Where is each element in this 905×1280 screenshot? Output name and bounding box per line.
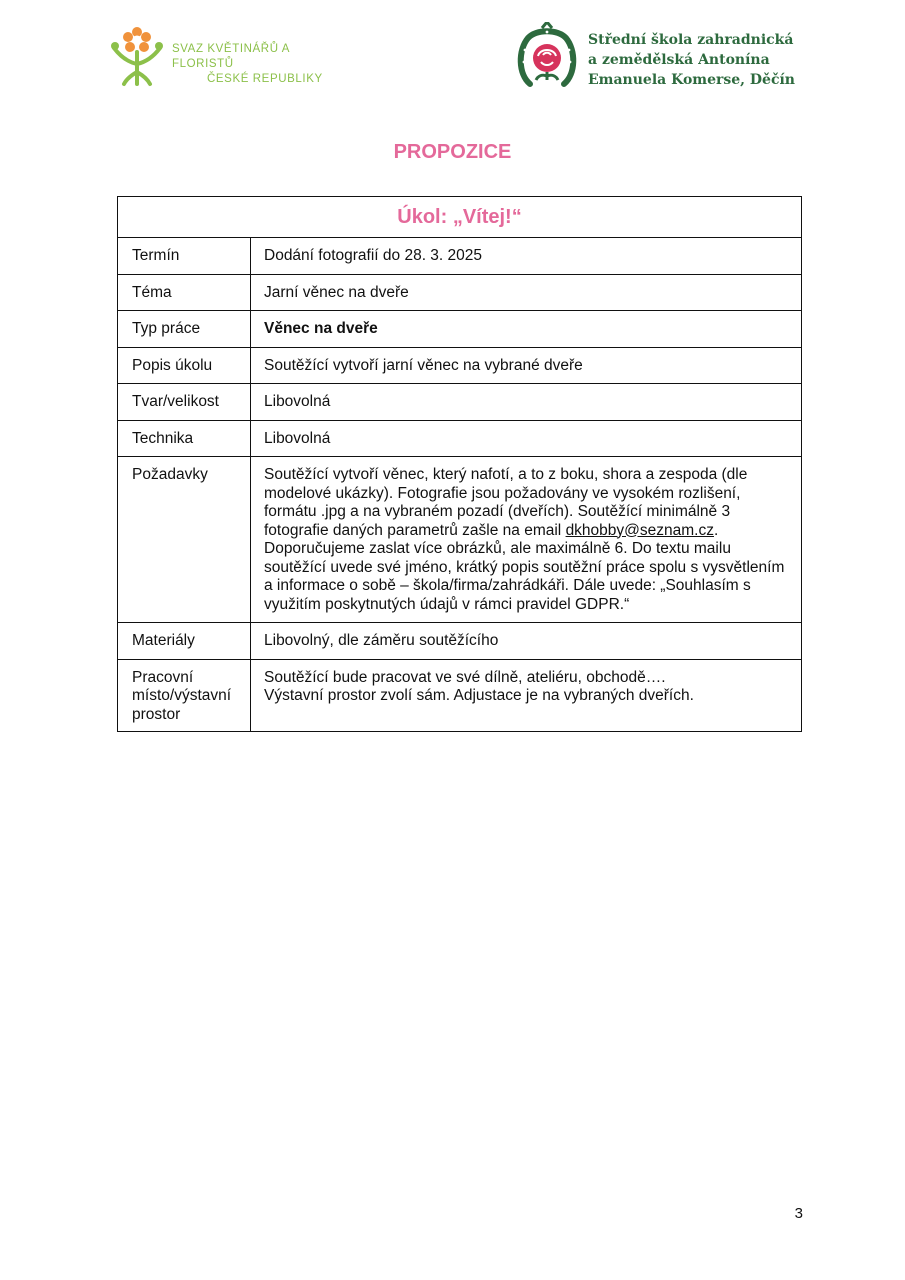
table-row <box>118 420 802 457</box>
row-label-materialy: Materiály <box>118 623 251 660</box>
page-number: 3 <box>794 1205 803 1222</box>
pozadavky-text-part1: Soutěžící vytvoří věnec, který nafotí, a to z boku, shora a zespoda (dle modelové ukázky). Fotografie jsou požadovány ve vysokém rozlišení, formátu .jpg a na vybraném pozadí (dveřích). Soutěžící minimálně 3 fotografie daných parametrů zašle na email <box>264 466 748 539</box>
row-value-typ-prace: Věnec na dveře <box>251 311 802 348</box>
propozice-table <box>117 196 802 732</box>
school-logo-text <box>588 30 795 90</box>
row-value-tema: Jarní věnec na dveře <box>251 274 802 311</box>
table-row <box>118 384 802 421</box>
row-label-typ-prace: Typ práce <box>118 311 251 348</box>
row-value-tvar-velikost: Libovolná <box>251 384 802 421</box>
row-value-termin: Dodání fotografií do 28. 3. 2025 <box>251 238 802 275</box>
row-label-tvar-velikost: Tvar/velikost <box>118 384 251 421</box>
task-heading: Úkol: „Vítej!“ <box>118 197 802 238</box>
table-row <box>118 623 802 660</box>
row-value-technika: Libovolná <box>251 420 802 457</box>
pracovni-misto-line1: Soutěžící bude pracovat ve své dílně, ateliéru, obchodě…. <box>264 668 666 686</box>
row-label-technika: Technika <box>118 420 251 457</box>
row-value-popis-ukolu: Soutěžící vytvoří jarní věnec na vybrané dveře <box>251 347 802 384</box>
svaz-logo-line2: ČESKÉ REPUBLIKY <box>207 73 323 85</box>
svaz-kvetinaru-logo <box>110 26 350 88</box>
table-header-row <box>118 197 802 238</box>
flower-figure-icon <box>110 26 166 88</box>
school-logo-line2: a zemědělská Antonína <box>588 52 770 68</box>
document-title: PROPOZICE <box>393 141 512 163</box>
table-row <box>118 457 802 623</box>
row-label-pozadavky: Požadavky <box>118 457 251 623</box>
row-value-pozadavky <box>251 457 802 623</box>
pozadavky-text-part2: . Doporučujeme zaslat více obrázků, ale maximálně 6. Do textu mailu soutěžící uvede své jméno, krátký popis soutěžní práce spolu s vysvětlením a informace o sobě – škola/firma/zahrádkáři. Dále uvede: „Souhlasím s využitím poskytnutých údajů v rámci pravidel GDPR.“ <box>264 521 785 613</box>
table-row <box>118 274 802 311</box>
row-value-materialy: Libovolný, dle záměru soutěžícího <box>251 623 802 660</box>
row-label-popis-ukolu: Popis úkolu <box>118 347 251 384</box>
svaz-logo-line1: SVAZ KVĚTINÁŘŮ A FLORISTŮ <box>172 43 290 70</box>
school-logo-line3: Emanuela Komerse, Děčín <box>588 72 795 88</box>
rose-horseshoe-icon <box>516 22 578 92</box>
row-value-pracovni-misto <box>251 659 802 732</box>
pracovni-misto-line2: Výstavní prostor zvolí sám. Adjustace je na vybraných dveřích. <box>264 687 694 704</box>
email-link[interactable]: dkhobby@seznam.cz <box>565 521 714 539</box>
svaz-logo-text <box>172 42 350 87</box>
table-row <box>118 238 802 275</box>
table-row <box>118 311 802 348</box>
row-label-pracovni-misto: Pracovní místo/výstavní prostor <box>118 659 251 732</box>
row-label-tema: Téma <box>118 274 251 311</box>
table-row <box>118 659 802 732</box>
school-logo-line1: Střední škola zahradnická <box>588 32 794 48</box>
school-logo <box>516 22 806 92</box>
table-row <box>118 347 802 384</box>
row-label-termin: Termín <box>118 238 251 275</box>
